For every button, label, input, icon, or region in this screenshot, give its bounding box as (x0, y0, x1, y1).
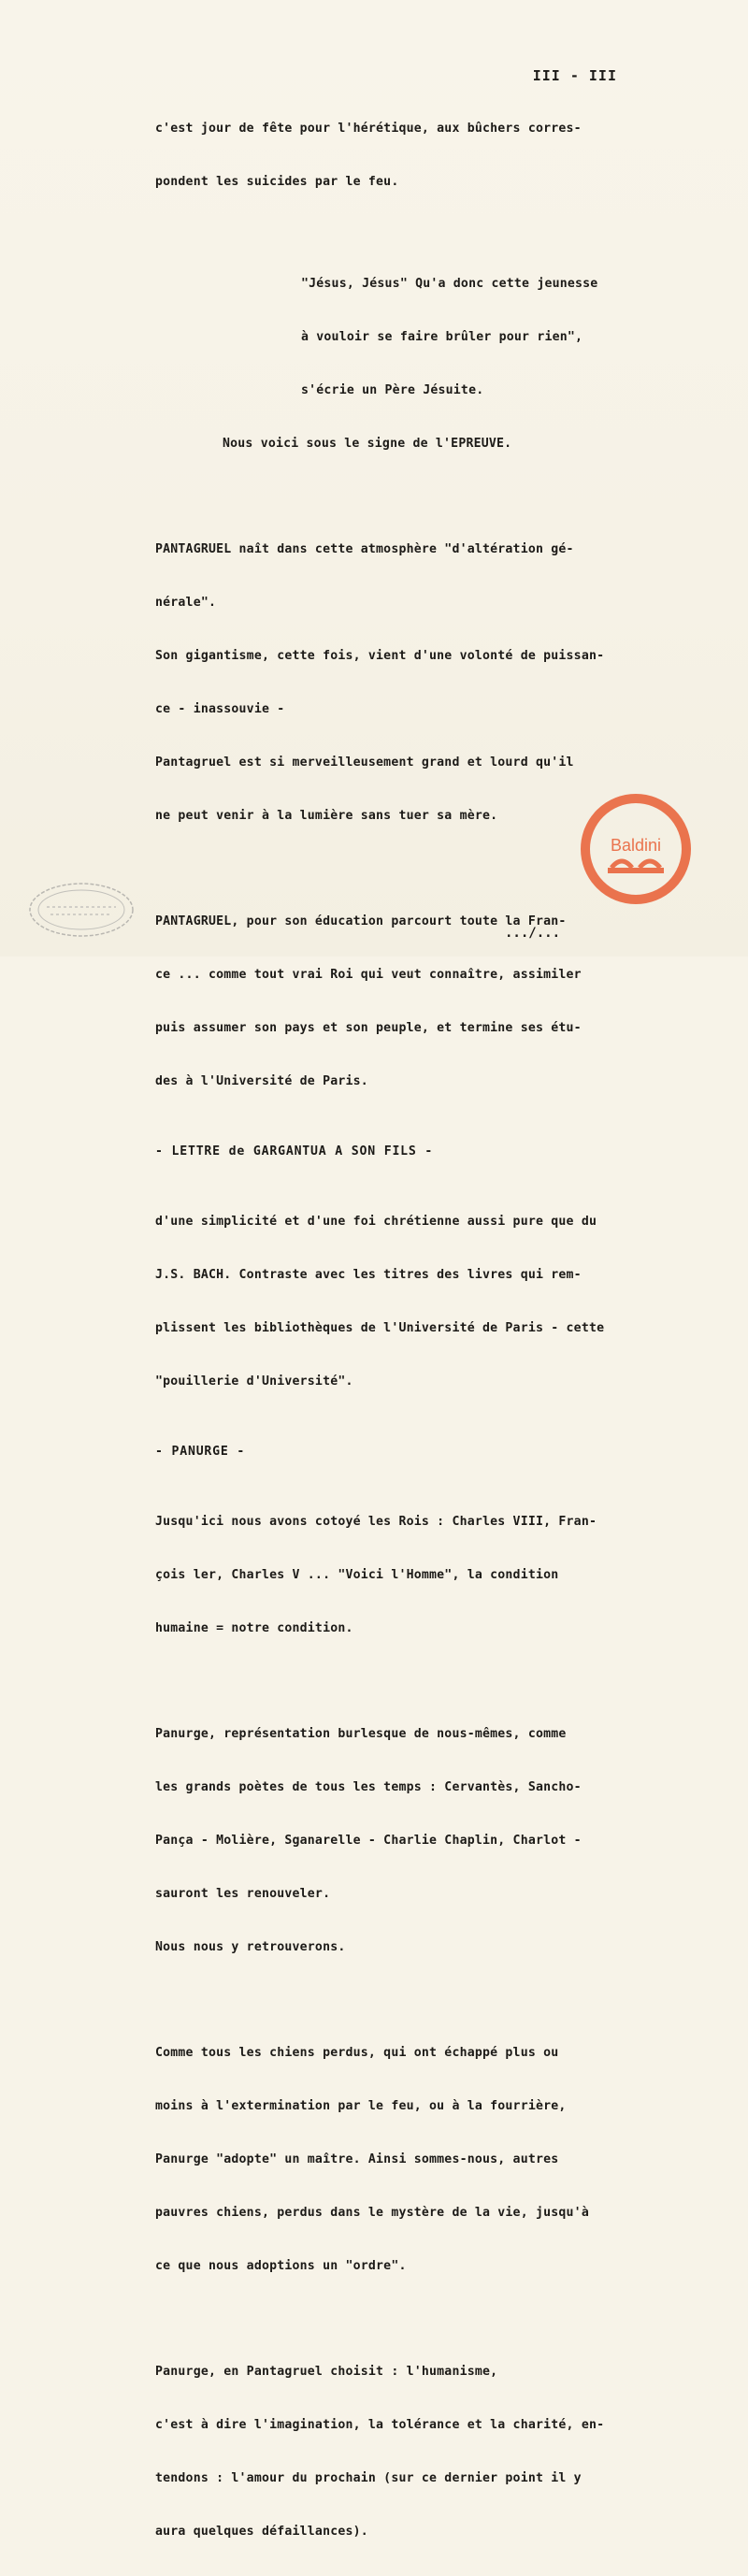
text-line: PANTAGRUEL, pour son éducation parcourt toute la Fran- (155, 914, 567, 928)
text-line: Pança - Molière, Sganarelle - Charlie Chaplin, Charlot - (155, 1834, 582, 1848)
text-line: ce ... comme tout vrai Roi qui veut connaître, assimiler (155, 968, 582, 982)
heading-lettre: - LETTRE de GARGANTUA A SON FILS - (155, 1144, 434, 1158)
text-line: pondent les suicides par le feu. (155, 175, 399, 189)
text-line: d'une simplicité et d'une foi chrétienne aussi pure que du (155, 1215, 597, 1229)
text-line: Panurge "adopte" un maître. Ainsi sommes-nous, autres (155, 2152, 559, 2166)
pantagruel-paragraph-1 (155, 505, 641, 860)
text-line: Jusqu'ici nous avons cotoyé les Rois : Charles VIII, Fran- (155, 1515, 597, 1529)
text-line: çois ler, Charles V ... "Voici l'Homme", la condition (155, 1568, 559, 1582)
library-stamp (26, 879, 137, 941)
text-line: tendons : l'amour du prochain (sur ce dernier point il y (155, 2471, 582, 2485)
text-line: Panurge, en Pantagruel choisit : l'humanisme, (155, 2365, 498, 2379)
text-line: puis assumer son pays et son peuple, et termine ses étu- (155, 1021, 582, 1035)
text-line: humaine = notre condition. (155, 1621, 353, 1635)
document-body (155, 84, 641, 2576)
text-line: plissent les bibliothèques de l'Université de Paris - cette (155, 1321, 605, 1335)
text-line: les grands poètes de tous les temps : Cervantès, Sancho- (155, 1780, 582, 1794)
pantagruel-paragraph-2 (155, 877, 641, 1126)
quote-line: à vouloir se faire brûler pour rien", (301, 330, 583, 344)
epreuve-line: Nous voici sous le signe de l'EPREUVE. (223, 437, 512, 451)
text-line: Panurge, représentation burlesque de nous-mêmes, comme (155, 1727, 567, 1741)
text-line: sauront les renouveler. (155, 1887, 331, 1901)
text-line: des à l'Université de Paris. (155, 1074, 368, 1088)
chiens-paragraph (155, 2008, 641, 2310)
rois-paragraph (155, 1477, 641, 1673)
text-line: c'est à dire l'imagination, la tolérance et la charité, en- (155, 2418, 605, 2432)
intro-paragraph (155, 84, 641, 226)
text-line: PANTAGRUEL naît dans cette atmosphère "d'altération gé- (155, 542, 574, 556)
panurge-paragraph (155, 1690, 641, 1992)
quote-line: "Jésus, Jésus" Qu'a donc cette jeunesse (301, 277, 598, 291)
quote-line: s'écrie un Père Jésuite. (301, 383, 484, 397)
text-line: Son gigantisme, cette fois, vient d'une volonté de puissan- (155, 649, 605, 663)
text-line: Nous nous y retrouverons. (155, 1940, 346, 1954)
text-line: aura quelques défaillances). (155, 2525, 368, 2539)
text-line: nérale". (155, 596, 217, 610)
quote-block (155, 239, 641, 488)
text-line: moins à l'extermination par le feu, ou à la fourrière, (155, 2099, 567, 2113)
text-line: ce - inassouvie - (155, 702, 285, 716)
baldini-logo (580, 793, 692, 905)
text-line: pauvres chiens, perdus dans le mystère de la vie, jusqu'à (155, 2206, 589, 2220)
continuation-mark: .../... (505, 926, 561, 941)
lettre-paragraph (155, 1177, 641, 1426)
text-line: Comme tous les chiens perdus, qui ont échappé plus ou (155, 2046, 559, 2060)
logo-text: Baldini (610, 836, 662, 855)
page-number: III - III (532, 67, 617, 84)
text-line: J.S. BACH. Contraste avec les titres des livres qui rem- (155, 1268, 582, 1282)
text-line: Pantagruel est si merveilleusement grand et lourd qu'il (155, 756, 574, 770)
text-line: "pouillerie d'Université". (155, 1374, 353, 1389)
heading-panurge: - PANURGE - (155, 1445, 246, 1459)
text-line: c'est jour de fête pour l'hérétique, aux bûchers corres- (155, 122, 582, 136)
text-line: ne peut venir à la lumière sans tuer sa mère. (155, 809, 498, 823)
humanisme-paragraph (155, 2327, 641, 2576)
text-line: ce que nous adoptions un "ordre". (155, 2259, 407, 2273)
